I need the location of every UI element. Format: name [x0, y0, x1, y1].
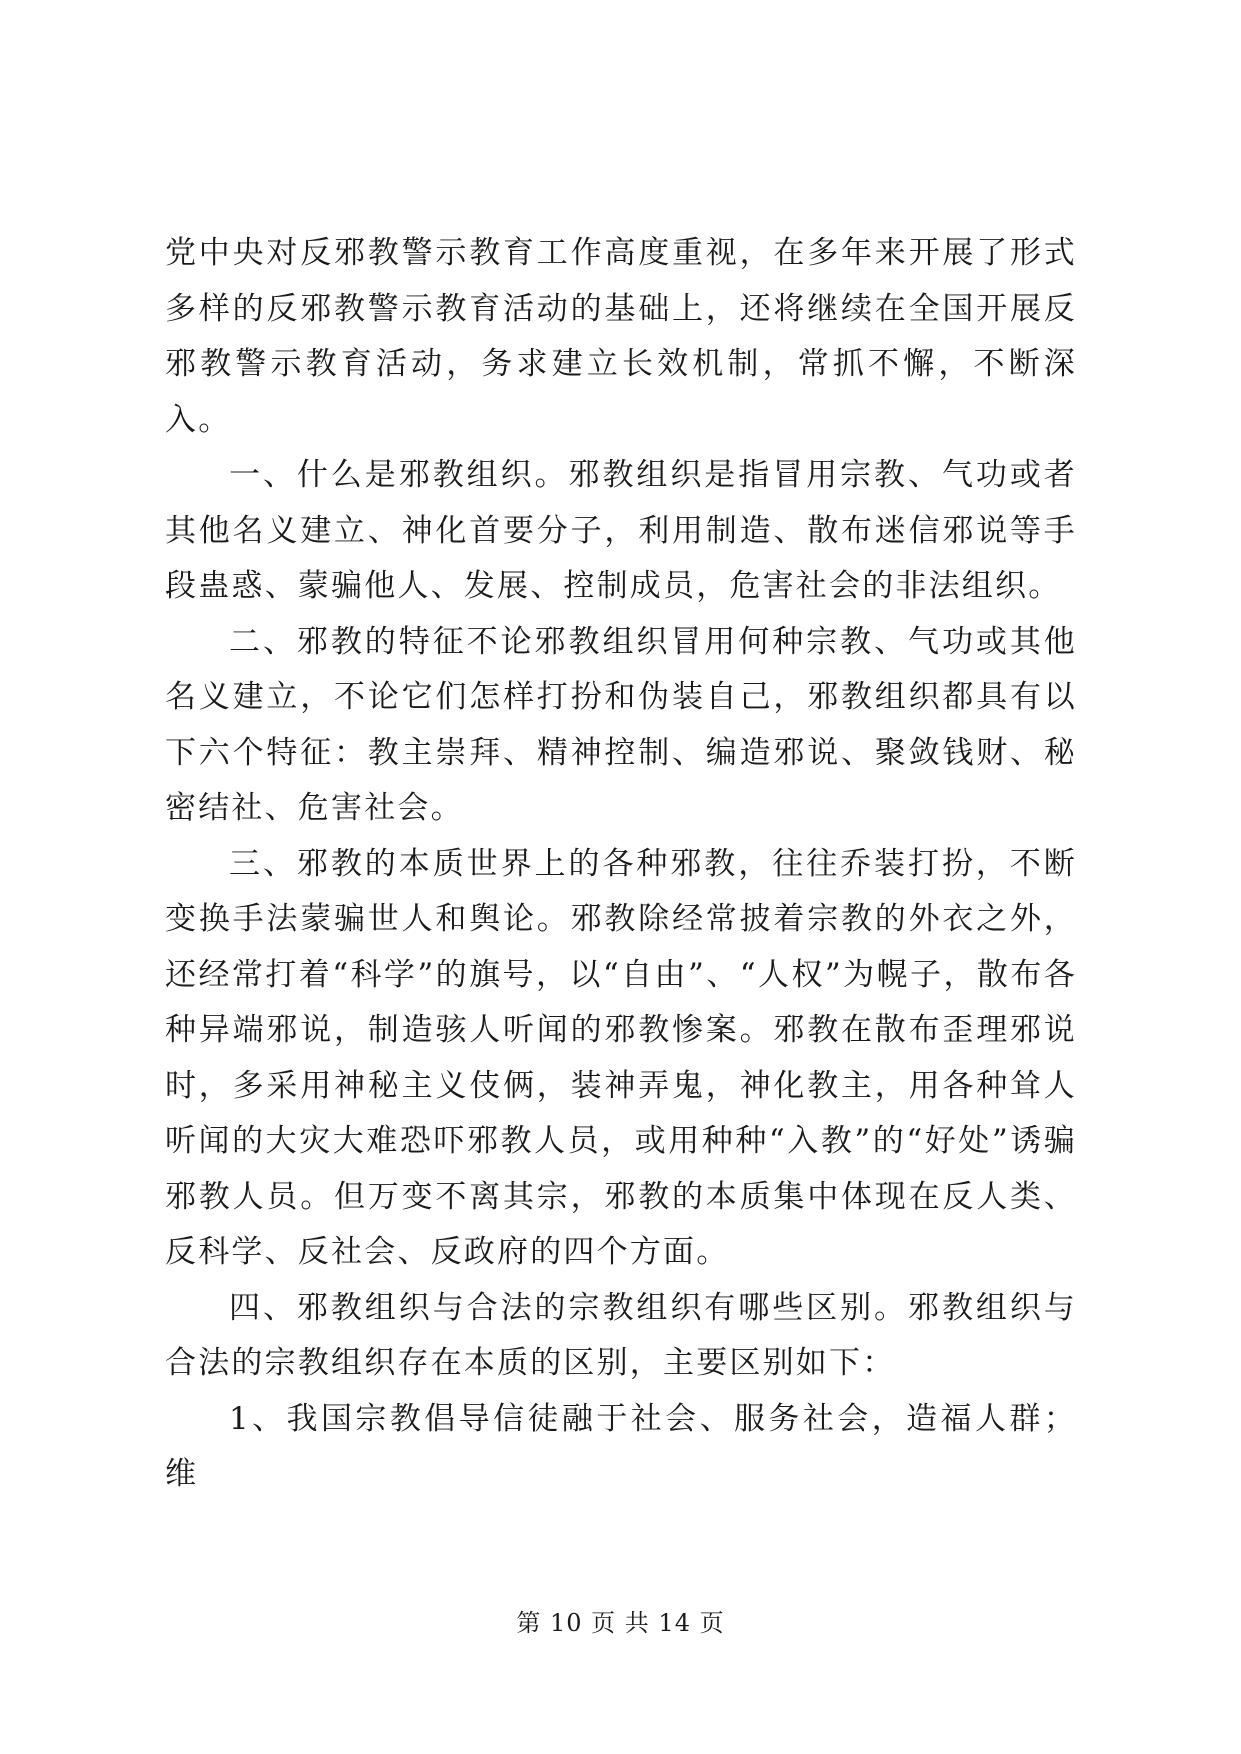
page-footer — [0, 1608, 1241, 1638]
paragraph-section-3: 三、邪教的本质世界上的各种邪教，往往乔装打扮，不断变换手法蒙骗世人和舆论。邪教除经常披着宗教的外衣之外，还经常打着“科学”的旗号，以“自由”、“人权”为幌子，散布各种异端邪说，制造骇人听闻的邪教惨案。邪教在散布歪理邪说时，多采用神秘主义伎俩，装神弄鬼，神化教主，用各种耸人听闻的大灾大难恐吓邪教人员，或用种种“入教”的“好处”诱骗邪教人员。但万变不离其宗，邪教的本质集中体现在反人类、反科学、反社会、反政府的四个方面。 — [165, 845, 1077, 1270]
paragraph-item-1: 1、我国宗教倡导信徒融于社会、服务社会，造福人群；维 — [165, 1400, 1077, 1492]
page-number-label: 第 10 页 共 14 页 — [516, 1609, 725, 1637]
paragraph-section-1: 一、什么是邪教组织。邪教组织是指冒用宗教、气功或者其他名义建立、神化首要分子，利用制造、散布迷信邪说等手段蛊惑、蒙骗他人、发展、控制成员，危害社会的非法组织。 — [165, 457, 1077, 604]
paragraph-section-4: 四、邪教组织与合法的宗教组织有哪些区别。邪教组织与合法的宗教组织存在本质的区别，主要区别如下： — [165, 1289, 1077, 1381]
paragraph-section-2: 二、邪教的特征不论邪教组织冒用何种宗教、气功或其他名义建立，不论它们怎样打扮和伪装自己，邪教组织都具有以下六个特征：教主崇拜、精神控制、编造邪说、聚敛钱财、秘密结社、危害社会。 — [165, 623, 1077, 826]
paragraph-intro: 党中央对反邪教警示教育工作高度重视，在多年来开展了形式多样的反邪教警示教育活动的基础上，还将继续在全国开展反邪教警示教育活动，务求建立长效机制，常抓不懈，不断深入。 — [165, 235, 1077, 438]
document-body — [165, 226, 1077, 1503]
